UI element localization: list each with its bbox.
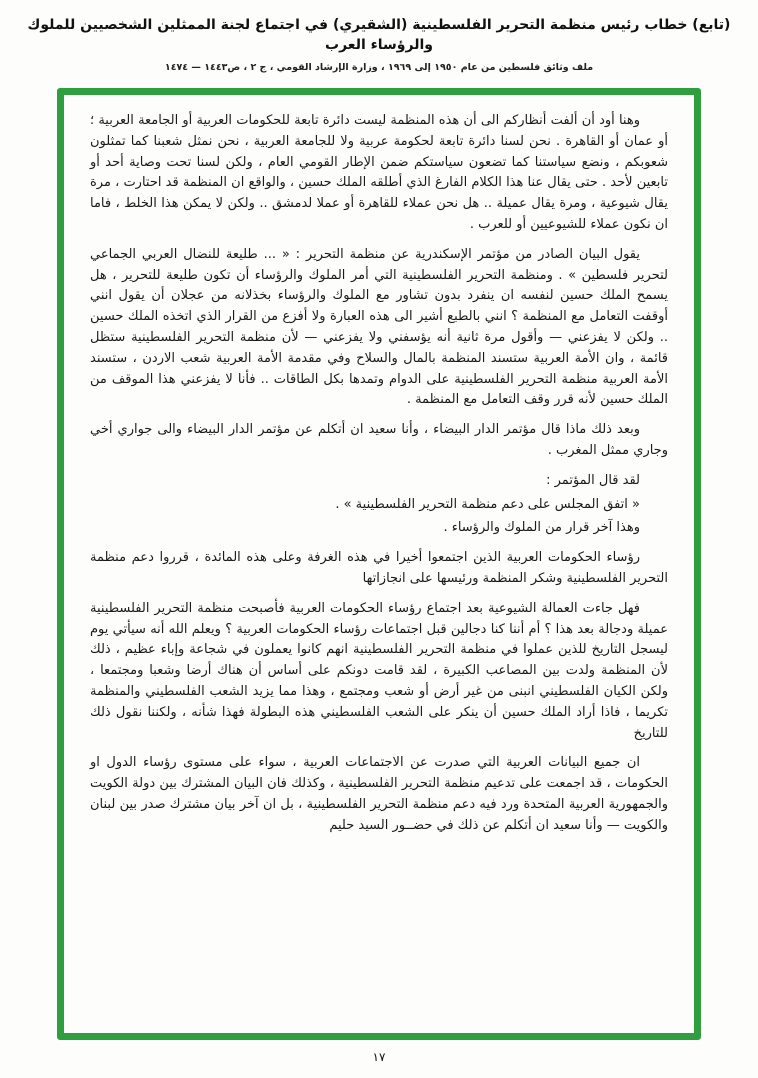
paragraph-1: وهنا أود أن ألفت أنظاركم الى أن هذه المنظمة ليست دائرة تابعة للحكومات العربية أو الجامعة العربية ؛ أو عمان أو القاهرة . نحن لسنا دائرة تابعة لحكومة عربية ولا للجامعة العربية ، نحن نمثل شعبنا كما تمثلون شعوبكم ، ونضع سياستنا كما تضعون سياستكم ضمن الإطار القومي العام ، ولكن لسنا تحت وصاية أحد أو تابعين لأحد . حتى يقال عنا هذا الكلام الفارغ الذي أطلقه الملك حسين ، والواقع ان المنظمة قد احتارت ، مرة يقال شيوعية ، ومرة يقال عميلة .. هل نحن عملاء للقاهرة أو عملا لدمشق .. ولكن لا يمكن هذا الخلط ، فاما ان نكون عملاء للشيوعيين أو للعرب . [90, 113, 668, 232]
source-citation: ملف وثائق فلسطين من عام ١٩٥٠ إلى ١٩٦٩ ، وزارة الإرشاد القومي ، ج ٢ ، ص١٤٤٣ — ١٤٧٤ [164, 62, 594, 74]
paragraph-3: وبعد ذلك ماذا قال مؤتمر الدار البيضاء ، وأنا سعيد ان أتكلم عن مؤتمر الدار البيضاء والى جواري أخي وجاري ممثل المغرب . [90, 422, 668, 458]
paragraph-2: يقول البيان الصادر من مؤتمر الإسكندرية عن منظمة التحرير : « ... طليعة للنضال العربي الجماعي لتحرير فلسطين » . ومنظمة التحرير الفلسطينية التي أمر الملوك والرؤساء أن تكون طليعة للتحرير ، هل يسمح الملك حسين لنفسه ان ينفرد بدون تشاور مع الملوك والرؤساء بخذلانه من عجلان أن يقول انني أوقفت التعامل مع المنظمة ؟ انني بالطبع أشير الى هذه العبارة ولا أفزع من القرار الذي اتخذه الملك حسين .. ولكن لا يفزعني — وأقول مرة ثانية أنه يؤسفني ولا يفزعني — لأن منظمة التحرير الفلسطينية ستظل قائمة ، وان الأمة العربية ستسند المنظمة بالمال والسلاح وفي مقدمة الأمة العربية شعب الاردن ، ستسند الأمة العربية منظمة التحرير الفلسطينية على الدوام وتمدها بكل الطاقات .. فأنا لا يفزعني هذا الموقف من الملك حسين لأنه قرر وقف التعامل مع المنظمة . [90, 246, 668, 408]
paragraph-9: ان جميع البيانات العربية التي صدرت عن الاجتماعات العربية ، سواء على مستوى رؤساء الدول او الحكومات ، قد اجمعت على تدعيم منظمة التحرير الفلسطينية ، وكذلك فان البيان المشترك بين دولة الكويت والجمهورية العربية المتحدة ورد فيه دعم منظمة التحرير الفلسطينية ، بل ان آخر بيان مشترك صدر بين لبنان والكويت — وأنا سعيد ان أتكلم عن ذلك في حضــور السيد حليم [90, 755, 668, 833]
paragraph-4: لقد قال المؤتمر : [546, 472, 640, 488]
text-frame [57, 88, 701, 1040]
paragraph-8: فهل جاءت العمالة الشيوعية بعد اجتماع رؤساء الحكومات العربية فأصبحت منظمة التحرير الفلسطينية عميلة ودجالة بعد هذا ؟ أم أننا كنا دجالين قبل اجتماعات رؤساء الحكومات العربية ؟ ويعلم الله أنه سيأتي يوم ليسجل التاريخ للذين عملوا في منظمة التحرير الفلسطينية انهم كانوا يعملون في شجاعة وإباء عظيم ، ذلك لأن المنظمة ولدت بين المصاعب الكبيرة ، لقد قامت دونكم على أساس أن هناك أرضا وشعبا ومجتمعا ، ولكن الكيان الفلسطيني انبنى من غير أرض أو شعب ومجتمع ، وهذا مما يزيد الشعب الفلسطيني والمنظمة تكريما ، فاذا أراد الملك حسين أن ينكر على الشعب الفلسطيني هذه البطولة فهذا شأنه ، ولكننا نقول ذلك للتاريخ [90, 600, 668, 741]
page-header [0, 0, 758, 73]
paragraph-6: وهذا آخر قرار من الملوك والرؤساء . [443, 520, 640, 536]
page-number: ١٧ [372, 1050, 386, 1064]
paragraph-7: رؤساء الحكومات العربية الذين اجتمعوا أخيرا في هذه الغرفة وعلى هذه المائدة ، قرروا دعم منظمة التحرير الفلسطينية وشكر المنظمة ورئيسها على انجازاتها [90, 550, 668, 586]
body-text [90, 111, 668, 837]
paragraph-5: « اتفق المجلس على دعم منظمة التحرير الفلسطينية » . [335, 496, 640, 512]
document-title: (تابع) خطاب رئيس منظمة التحرير الفلسطينية (الشقيري) في اجتماع لجنة الممثلين الشخصيين للملوك والرؤساء العرب [27, 17, 731, 53]
